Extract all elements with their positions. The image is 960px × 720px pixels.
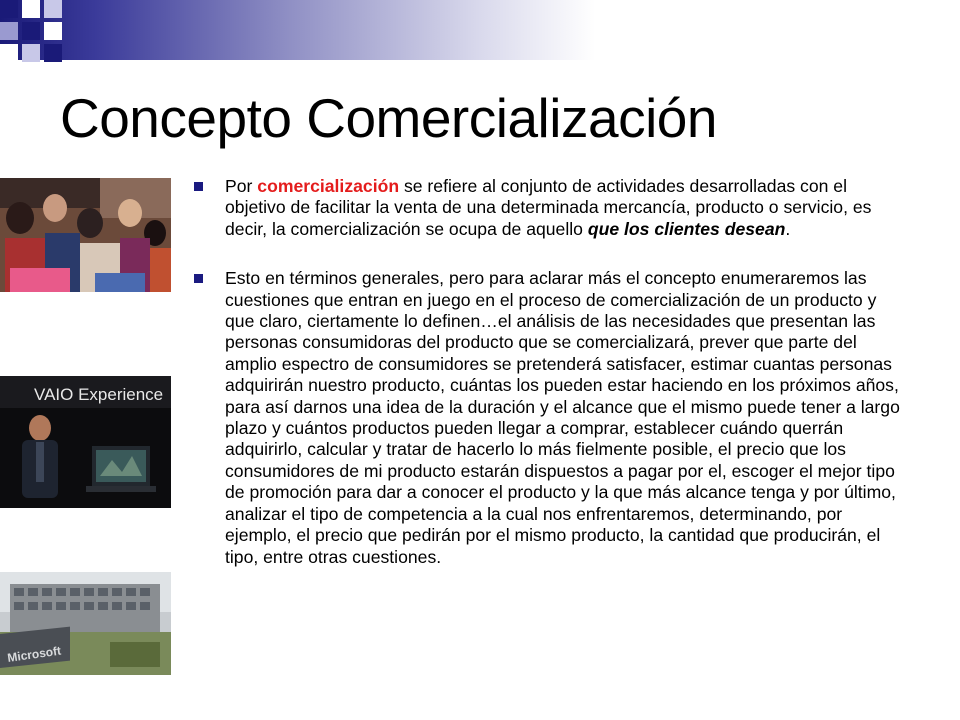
bullet-marker [194, 182, 203, 191]
bullet-text-after: . [785, 218, 791, 239]
decor-square [22, 22, 40, 40]
vaio-banner-text: VAIO Experience [34, 385, 164, 404]
decor-square [22, 44, 40, 62]
bullet-paragraph-definition [192, 176, 904, 240]
decor-square [0, 44, 18, 62]
decor-square [44, 44, 62, 62]
slide-content [192, 176, 904, 596]
bullet-text-middle: se refiere al conjunto de actividades desarrolladas con el objetivo de facilitar la venta de una determinada mercancía, producto o servicio, es decir, la comercialización se ocupa de aquello [225, 176, 872, 239]
microsoft-sign-text: Microsoft [6, 643, 62, 665]
slide-title: Concepto Comercialización [60, 87, 717, 149]
bullet-text-before: Por [225, 176, 258, 196]
decor-square [44, 22, 62, 40]
decor-square [44, 0, 62, 18]
decor-square [0, 22, 18, 40]
bullet-text-details: Esto en términos generales, pero para aclarar más el concepto enumeraremos las cuestiones que entran en juego en el proceso de comercialización de un producto y que claro, ciertamente lo definen…el análisis de las necesidades que presentan las personas consumidoras del producto que se comercializará, prever que parte del amplio espectro de consumidores se pretenderá satisfacer, estimar cuantas personas adquirirán nuestro producto, cuántas los pueden estar haciendo en los próximos años, para así darnos una idea de la duración y el alcance que el mismo puede tener a largo plazo y cuántos productos pueden llegar a comprar, establecer cuándo querrán adquirirlo, calcular y tratar de hacerlo lo más fielmente posible, el precio que los consumidores de mi producto estarán dispuestos a pagar por el, escoger el mejor tipo de promoción para dar a conocer el producto y la que más alcance tenga y por último, analizar el tipo de competencia a la cual nos enfrentaremos, determinando, por ejemplo, el precio que pedirán por el mismo producto, la cantidad que producirán, el tipo, entre otras cuestiones. [225, 268, 900, 567]
emphasis-clientes-desean: que los clientes desean [587, 218, 786, 239]
microsoft-building-photo [0, 572, 171, 675]
vaio-presentation-photo [0, 376, 171, 508]
keyword-comercializacion: comercialización [257, 176, 400, 196]
decor-square [22, 0, 40, 18]
decor-square [0, 0, 18, 18]
header-gradient-band [0, 0, 960, 60]
market-photo [0, 178, 171, 292]
bullet-paragraph-details [192, 268, 904, 568]
bullet-marker [194, 274, 203, 283]
